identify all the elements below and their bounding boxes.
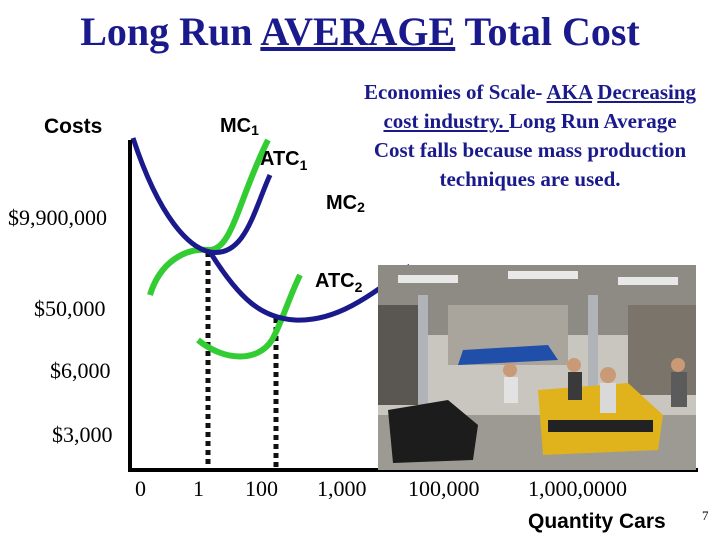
x-tick-1000: 1,000 — [317, 476, 367, 501]
economies-of-scale-note: Economies of Scale- AKA Decreasing cost industry. Long Run Average Cost falls because mass production techniques are used. — [363, 80, 697, 191]
x-tick-10000000: 1,000,0000 — [528, 476, 627, 501]
y-tick-3000: $3,000 — [52, 422, 113, 447]
x-tick-0: 0 — [135, 476, 146, 501]
x-axis-label: Quantity Cars — [528, 510, 666, 533]
atc2-label: $ATC_2$ — [315, 270, 363, 295]
x-tick-100000: 100,000 — [408, 476, 480, 501]
x-tick-100: 100 — [245, 476, 278, 501]
page-number: 7 — [702, 508, 709, 523]
y-axis-label: Costs — [44, 115, 103, 138]
y-tick-50000: $50,000 — [34, 296, 106, 321]
x-tick-1: 1 — [193, 476, 204, 501]
mc2-label: MC2 — [326, 192, 365, 215]
y-tick-9900000: $9,900,000 — [8, 205, 107, 230]
mc1-curve — [133, 138, 270, 253]
y-tick-6000: $6,000 — [50, 358, 111, 383]
mc1-label: MC1 — [220, 115, 259, 138]
atc1-label: $ATC_1$ — [260, 148, 308, 173]
page-title: Long Run AVERAGE Total Cost — [80, 9, 640, 54]
atc2-curve — [198, 275, 300, 357]
factory-photo — [378, 265, 696, 470]
